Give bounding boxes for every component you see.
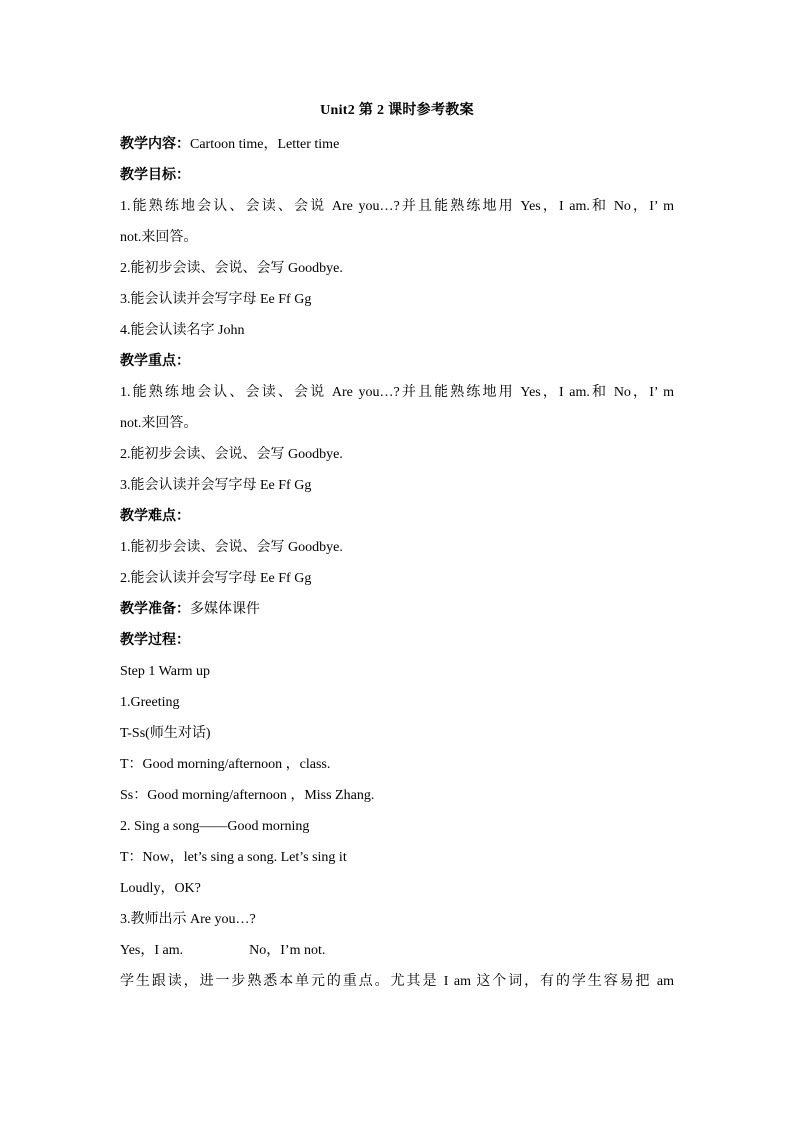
process-line: T：Good morning/afternoon ，class. <box>120 757 331 772</box>
process-last-line: 学生跟读，进一步熟悉本单元的重点。尤其是 I am 这个词，有的学生容易把 am <box>120 974 674 989</box>
key-point-item: 1.能熟练地会认、会读、会说 Are you…?并且能熟练地用 Yes，I am.和 No，I’ m <box>120 385 674 400</box>
process-line: 1.Greeting <box>120 695 180 710</box>
objectives-heading: 教学目标： <box>120 168 190 183</box>
process-line: T-Ss(师生对话) <box>120 726 211 741</box>
objective-item: not.来回答。 <box>120 230 198 245</box>
process-line: Loudly，OK? <box>120 881 201 896</box>
difficulties-heading: 教学难点： <box>120 509 190 524</box>
teaching-content-line <box>120 129 674 160</box>
key-point-item: not.来回答。 <box>120 416 198 431</box>
difficulty-item: 1.能初步会读、会说、会写 Goodbye. <box>120 540 343 555</box>
answer-yes: Yes，I am. <box>120 943 184 958</box>
answer-no: No，I’m not. <box>249 943 326 958</box>
process-line: T：Now，let’s sing a song. Let’s sing it <box>120 850 347 865</box>
key-point-item: 2.能初步会读、会说、会写 Goodbye. <box>120 447 343 462</box>
document-body <box>120 98 674 997</box>
key-point-item: 3.能会认读并会写字母 Ee Ff Gg <box>120 478 312 493</box>
teaching-content-value: Cartoon time，Letter time <box>190 137 340 152</box>
preparation-value: 多媒体课件 <box>190 602 260 617</box>
process-line: 2. Sing a song——Good morning <box>120 819 310 834</box>
preparation-line <box>120 594 674 625</box>
objective-item: 4.能会认读名字 John <box>120 323 245 338</box>
process-line: Step 1 Warm up <box>120 664 210 679</box>
objective-item: 1.能熟练地会认、会读、会说 Are you…?并且能熟练地用 Yes，I am.和 No，I’ m <box>120 199 674 214</box>
teaching-content-label: 教学内容： <box>120 137 190 152</box>
difficulty-item: 2.能会认读并会写字母 Ee Ff Gg <box>120 571 312 586</box>
process-line: Ss：Good morning/afternoon ，Miss Zhang. <box>120 788 375 803</box>
page-title: Unit2 第 2 课时参考教案 <box>320 103 474 118</box>
preparation-label: 教学准备： <box>120 602 190 617</box>
objective-item: 2.能初步会读、会说、会写 Goodbye. <box>120 261 343 276</box>
answers-line <box>120 935 674 966</box>
process-heading: 教学过程： <box>120 633 190 648</box>
key-points-heading: 教学重点： <box>120 354 190 369</box>
objective-item: 3.能会认读并会写字母 Ee Ff Gg <box>120 292 312 307</box>
process-line: 3.教师出示 Are you…? <box>120 912 256 927</box>
